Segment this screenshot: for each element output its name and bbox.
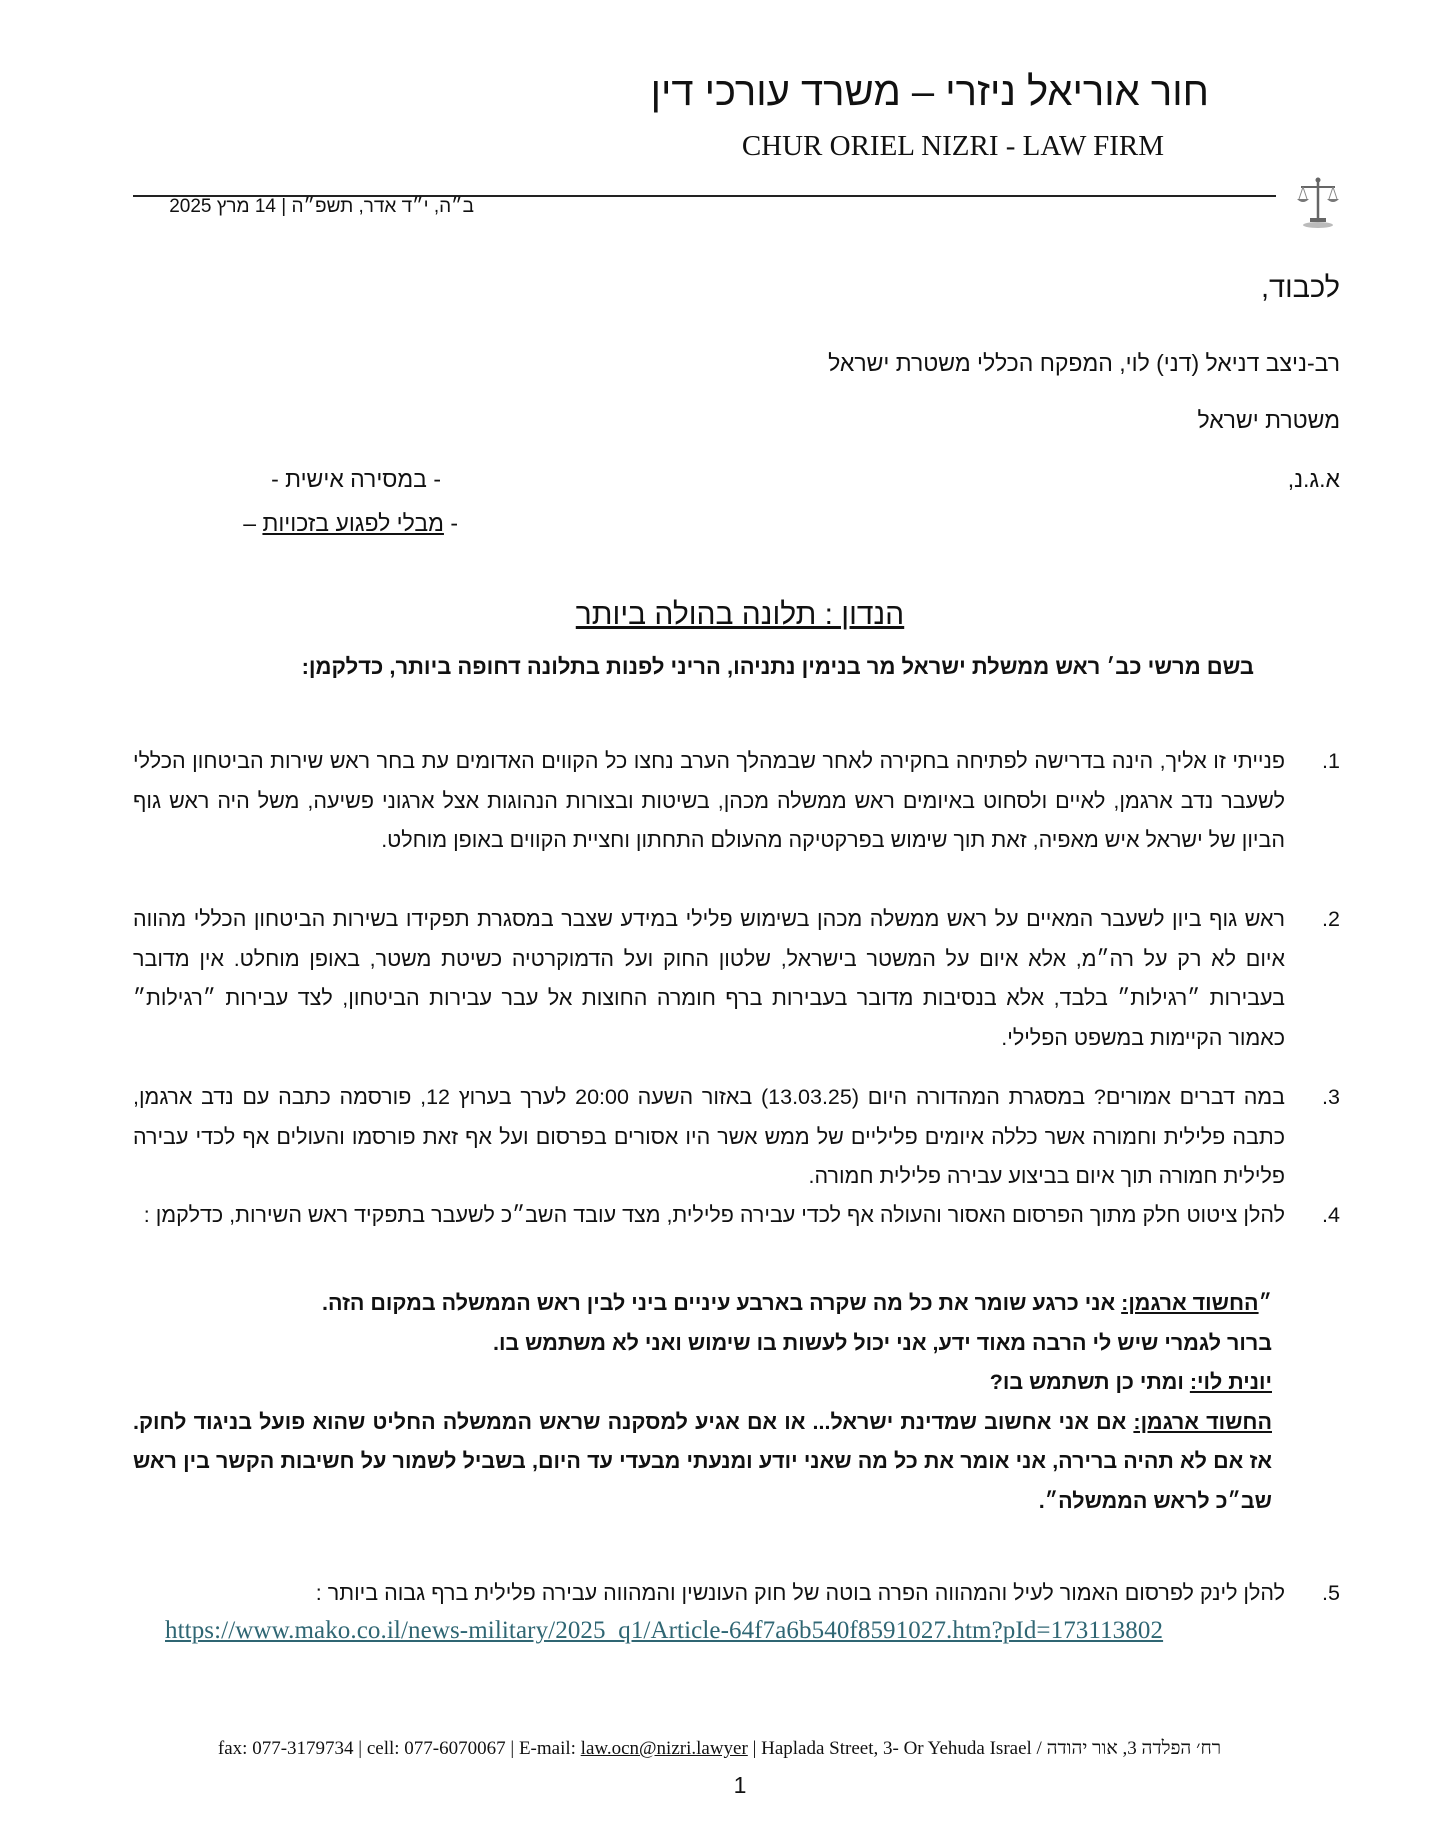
- quote-text: ומתי כן תשתמש בו?: [989, 1370, 1190, 1394]
- quote-line-1: [133, 1284, 1272, 1324]
- paragraph-text: להלן ציטוט חלק מתוך הפרסום האסור והעולה אף לכדי עבירה פלילית, מצד עובד השב״כ לשעבר בתפקיד ראש השירות, כדלקמן :: [143, 1203, 1285, 1227]
- firm-name-hebrew: חור אוריאל ניזרי – משרד עורכי דין: [650, 70, 1209, 114]
- paragraph-number: 1.: [1322, 749, 1340, 773]
- salutation: א.ג.נ,: [1287, 466, 1340, 492]
- quote-line-3: [133, 1363, 1272, 1403]
- without-prejudice-text: מבלי לפגוע בזכויות: [262, 510, 444, 536]
- footer-cell: cell: 077-6070067: [366, 1738, 506, 1759]
- page-number: 1: [733, 1772, 747, 1798]
- without-prejudice-note: [243, 510, 458, 537]
- footer-address: Haplada Street, 3- Or Yehuda Israel / רח׳ הפלדה 3, אור יהודה: [761, 1738, 1222, 1759]
- paragraph-4: [133, 1196, 1340, 1236]
- paragraph-3: [133, 1078, 1340, 1197]
- paragraph-text: פנייתי זו אליך, הינה בדרישה לפתיחה בחקירה לאחר שבמהלך הערב נחצו כל הקווים האדומים עת בחר ראש שירות הביטחון הכללי לשעבר נדב ארגמן, לאיים ולסחוט באיומים ראש ממשלה מכהן, בשיטות ובצורות הנהוגות אצל ארגוני פשיעה, משל היה ראש גוף הביון של ישראל איש מאפיה, זאת תוך שימוש בפרקטיקה מהעולם התחתון וחציית הקווים באופן מוחלט.: [133, 749, 1285, 852]
- recipient-name: רב-ניצב דניאל (דני) לוי, המפקח הכללי משטרת ישראל: [828, 350, 1340, 376]
- subject-line: הנדון : תלונה בהולה ביותר: [575, 598, 905, 631]
- quote-line-4: [133, 1403, 1272, 1522]
- paragraph-1: [133, 742, 1340, 861]
- firm-name-english: CHUR ORIEL NIZRI - LAW FIRM: [741, 130, 1164, 162]
- paragraph-number: 4.: [1322, 1203, 1340, 1227]
- footer-separator: |: [505, 1738, 519, 1759]
- paragraph-5: [133, 1574, 1340, 1614]
- paragraph-number: 3.: [1322, 1085, 1340, 1109]
- without-prejudice-prefix: -: [450, 510, 458, 536]
- intro-paragraph: בשם מרשי כב׳ ראש ממשלת ישראל מר בנימין נתניהו, הריני לפנות בתלונה דחופה ביותר, כדלקמן:: [301, 654, 1254, 679]
- quote-speaker: החשוד ארגמן:: [1121, 1291, 1259, 1315]
- paragraph-text: במה דברים אמורים? במסגרת המהדורה היום (13.03.25) באזור השעה 20:00 לערך בערוץ 12, פורסמה כתבה עם נדב ארגמן, כתבה פלילית וחמורה אשר כללה איומים פליליים של ממש אשר היו אסורים בפרסום ועל אף זאת פורסמו והעולים אף לכדי עבירה פלילית חמורה תוך איום בביצוע עבירה פלילית חמורה.: [133, 1085, 1286, 1188]
- delivery-method: - במסירה אישית -: [271, 466, 441, 492]
- article-link[interactable]: https://www.mako.co.il/news-military/2025_q1/Article-64f7a6b540f8591027.htm?pId=173113802: [165, 1617, 1164, 1644]
- without-prejudice-suffix: –: [243, 510, 257, 536]
- quoted-transcript: [133, 1284, 1272, 1521]
- footer-email-link[interactable]: law.ocn@nizri.lawyer: [580, 1738, 748, 1759]
- footer-separator: |: [747, 1738, 762, 1759]
- paragraph-number: 5.: [1322, 1581, 1340, 1605]
- letter-date: ב״ה, י״ד אדר, תשפ״ה | 14 מרץ 2025: [169, 196, 474, 217]
- footer-separator: |: [353, 1738, 367, 1759]
- recipient-organization: משטרת ישראל: [1197, 407, 1340, 433]
- footer-contact: [0, 1738, 1439, 1760]
- paragraph-text: ראש גוף ביון לשעבר המאיים על ראש ממשלה מכהן בשימוש פלילי במידע שצבר במסגרת תפקידו בשירות הביטחון הכללי מהווה איום לא רק על רה״מ, אלא איום על המשטר בישראל, שלטון החוק ועל הדמוקרטיה כשיטת משטר, באופן מוחלט. אין מדובר בעבירות ״רגילות״ בלבד, אלא בנסיבות מדובר בעבירות ברף חומרה החוצות אל עבר עבירות הביטחון, לצד עבירות ״רגילות״ כאמור הקיימות במשפט הפלילי.: [133, 907, 1285, 1050]
- quote-open-mark: ״: [1258, 1291, 1272, 1315]
- paragraph-2: [133, 900, 1340, 1058]
- scales-of-justice-icon: [1295, 175, 1341, 229]
- footer-fax: fax: 077-3179734: [217, 1738, 354, 1759]
- quote-line-2: ברור לגמרי שיש לי הרבה מאוד ידע, אני יכול לעשות בו שימוש ואני לא משתמש בו.: [492, 1330, 1272, 1355]
- greeting: לכבוד,: [1260, 272, 1340, 304]
- paragraph-number: 2.: [1322, 907, 1340, 931]
- quote-text: אני כרגע שומר את כל מה שקרה בארבע עיניים ביני לבין ראש הממשלה במקום הזה.: [322, 1291, 1122, 1315]
- quote-text: אם אני אחשוב שמדינת ישראל... או אם אגיע למסקנה שראש הממשלה החליט שהוא פועל בניגוד לחוק. אז אם לא תהיה ברירה, אני אומר את כל מה שאני יודע ומנעתי מבעדי עד היום, בשביל לשמור על חשיבות הקשר בין ראש שב״כ לראש הממשלה״.: [133, 1409, 1272, 1513]
- quote-speaker: יונית לוי:: [1189, 1370, 1272, 1394]
- quote-speaker: החשוד ארגמן:: [1133, 1409, 1272, 1434]
- paragraph-text: להלן לינק לפרסום האמור לעיל והמהווה הפרה בוטה של חוק העונשין והמהווה עבירה פלילית ברף גבוה ביותר :: [315, 1581, 1285, 1605]
- footer-email-label: E-mail:: [518, 1738, 576, 1759]
